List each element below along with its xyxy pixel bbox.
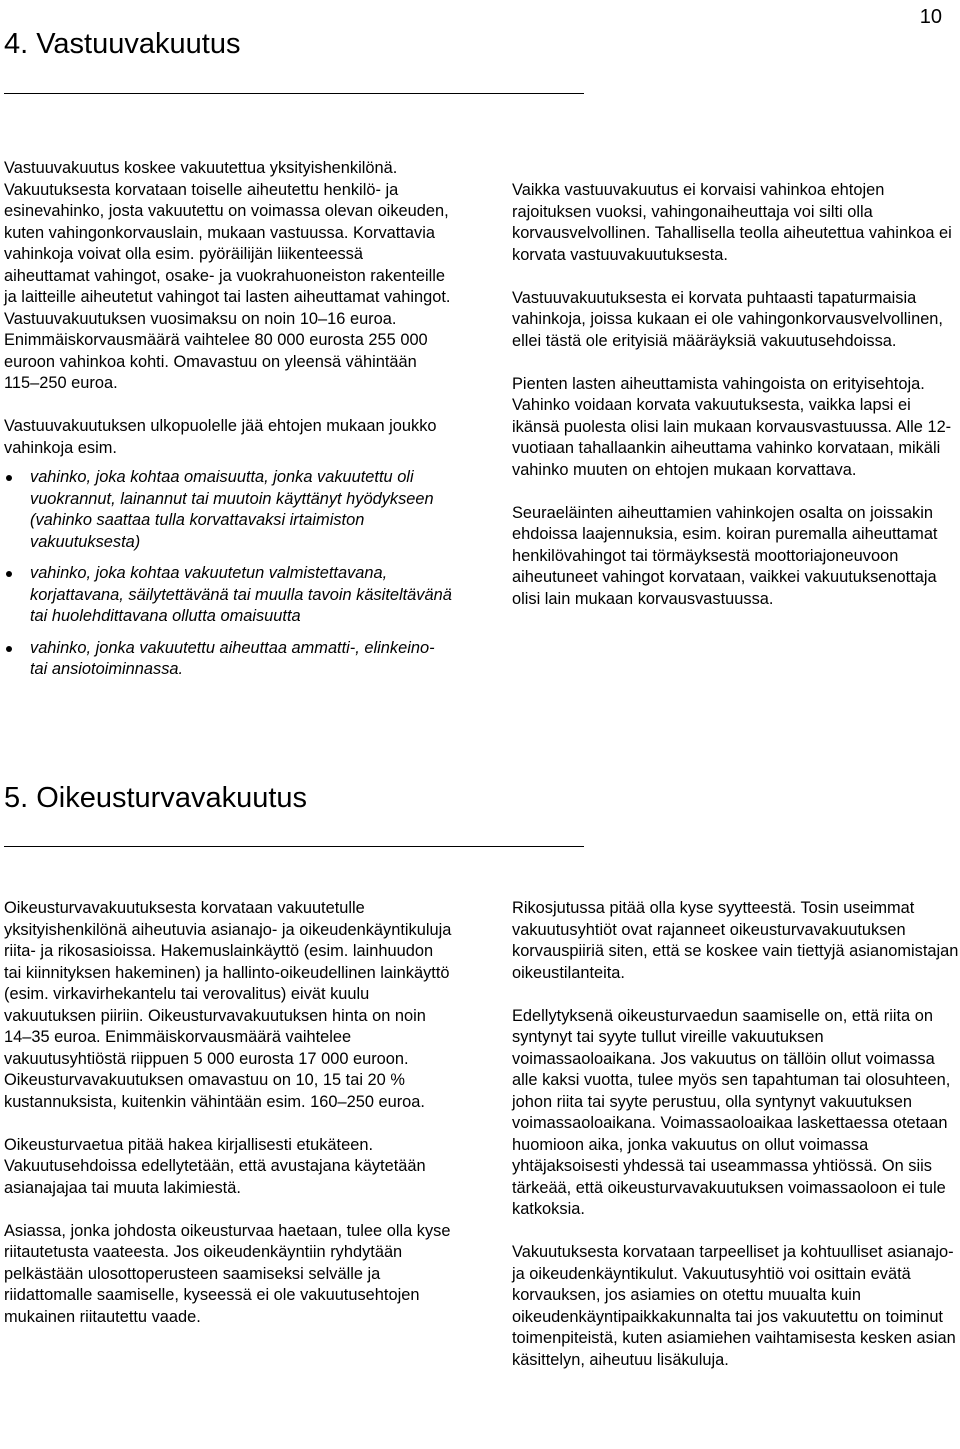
exclusion-list [4, 467, 452, 681]
list-item [4, 467, 452, 553]
paragraph: Oikeusturvaetua pitää hakea kirjallisesti etukäteen. Vakuutusehdoissa edellytetään, että avustajana käytetään asianajajaa tai muuta lakimiestä. [4, 1135, 426, 1197]
paragraph: Rikosjutussa pitää olla kyse syytteestä. Tosin useimmat vakuutusyhtiöt ovat rajanneet oikeusturvavakuutuksen korvauspiiriä siten, että se koskee vain tiettyjä asianomistajan oikeustilanteita. [512, 899, 959, 982]
section-4-heading: 4. Vastuuvakuutus [4, 28, 241, 60]
list-item-text: vahinko, jonka vakuutettu aiheuttaa ammatti-, elinkeino- tai ansiotoiminnassa. [30, 638, 435, 678]
section-4-left-column [4, 158, 452, 681]
list-item [4, 638, 452, 681]
paragraph: Oikeusturvavakuutuksesta korvataan vakuutetulle yksityishenkilönä aiheutuvia asianajo- ja oikeudenkäyntikuluja riita- ja rikosasioissa. Hakemuslainkäyttö (esim. lainhuudon tai kiinnityksen hakeminen) ja hallinto-oikeudellinen lainkäyttö (esim. virkavirhekantelu tai verovalitus) eivät kuulu vakuutuksen piiriin. Oikeusturvavakuutuksen hinta on noin 14–35 euroa. Enimmäiskorvausmäärä vaihtelee vakuutusyhtiöstä riippuen 5 000 eurosta 17 000 euroon. Oikeusturvavakuutuksen omavastuu on 10, 15 tai 20 % kustannuksista, kuitenkin vähintään esim. 160–250 euroa. [4, 899, 452, 1111]
section-4-right-column [512, 180, 960, 610]
bullet-icon [6, 475, 12, 481]
paragraph: Edellytyksenä oikeusturvaedun saamiselle on, että riita on syntynyt tai syyte tullut vireille vakuutuksen voimassaoloaikana. Jos vakuutus on tällöin ollut voimassa alle kaksi vuotta, tulee myös sen tapahtuman tai olosuhteen, johon riita tai syyte perustuu, olla syntynyt vakuutuksen voimassaoloaikana. Voimassaoloaikaa laskettaessa otetaan huomioon aika, jonka vakuutus on ollut voimassa yhtäjaksoisesti yhdessä tai useammassa yhtiössä. On siis tärkeää, että oikeusturvavakuutuksen voimassaoloon ei tule katkoksia. [512, 1006, 951, 1218]
section-5-rule [4, 846, 584, 847]
list-item-text: vahinko, joka kohtaa vakuutetun valmistettavana, korjattavana, säilytettävänä tai muulla tavoin käsiteltävänä tai huolehdittavana ollutta omaisuutta [30, 564, 452, 625]
section-5-heading: 5. Oikeusturvavakuutus [4, 782, 308, 814]
section-5-left-column [4, 898, 452, 1328]
paragraph: Vastuuvakuutuksen ulkopuolelle jää ehtojen mukaan joukko vahinkoja esim. [4, 417, 437, 457]
paragraph: Vaikka vastuuvakuutus ei korvaisi vahinkoa ehtojen rajoituksen vuoksi, vahingonaiheuttaja voi silti olla korvausvelvollinen. Tahallisella teolla aiheutettua vahinkoa ei korvata vastuuvakuutuksesta. [512, 181, 952, 264]
section-4-rule [4, 93, 584, 94]
paragraph: Seuraeläinten aiheuttamien vahinkojen osalta on joissakin ehdoissa laajennuksia, esim. koiran puremalla aiheuttamat henkilövahingot tai törmäyksestä moottoriajoneuvoon aiheutuneet vahingot korvataan, vaikkei vakuutuksenottaja olisi lain mukaan korvausvastuussa. [512, 503, 938, 608]
paragraph: Vakuutuksesta korvataan tarpeelliset ja kohtuulliset asianajo- ja oikeudenkäyntikulut. Vakuutusyhtiö voi osittain evätä korvauksen, jos asiamies on otettu muualta kuin oikeudenkäyntipaikkakunnalta tai jos vakuutettu on toiminut toimenpiteistä, kuten asiamiehen vaihtamisesta kesken asian käsittelyn, aiheutuu lisäkuluja. [512, 1243, 956, 1369]
paragraph: Vastuuvakuutuksesta ei korvata puhtaasti tapaturmaisia vahinkoja, joissa kukaan ei ole vahingonkorvausvelvollinen, ellei tästä ole erityisiä määräyksiä vakuutusehdoissa. [512, 288, 943, 350]
paragraph: Asiassa, jonka johdosta oikeusturvaa haetaan, tulee olla kyse riitautetusta vaateesta. Jos oikeudenkäyntiin ryhdytään pelkästään ulosottoperusteen saamiseksi selvälle ja riidattomalle saamiselle, kyseessä ei ole vakuutusehtojen mukainen riitautettu vaade. [4, 1221, 451, 1326]
paragraph: Pienten lasten aiheuttamista vahingoista on erityisehtoja. Vahinko voidaan korvata vakuutuksesta, vaikka lapsi ei ikänsä puolesta olisi lain mukaan korvausvastuussa. Alle 12-vuotiaan tahallaankin aiheuttama vahinko korvataan, mikäli vahinko muuten on ehtojen mukaan korvattava. [512, 374, 952, 479]
list-item [4, 563, 452, 628]
bullet-icon [6, 571, 12, 577]
page-number: 10 [919, 6, 942, 28]
list-item-text: vahinko, joka kohtaa omaisuutta, jonka vakuutettu oli vuokrannut, lainannut tai muutoin käyttänyt hyödykseen (vahinko saattaa tulla korvattavaksi irtaimiston vakuutuksesta) [30, 468, 434, 551]
paragraph: Vastuuvakuutus koskee vakuutettua yksityishenkilönä. Vakuutuksesta korvataan toiselle aiheutettu henkilö- ja esinevahinko, josta vakuutettu on voimassa olevan oikeuden, kuten vahingonkorvauslain, mukaan vastuussa. Korvattavia vahinkoja voivat olla esim. pyöräilijän liikenteessä aiheuttamat vahingot, osake- ja vuokrahuoneiston rakenteille ja laitteille aiheutetut vahingot tai lasten aiheuttamat vahingot. Vastuuvakuutuksen vuosimaksu on noin 10–16 euroa. Enimmäiskorvausmäärä vaihtelee 80 000 eurosta 255 000 euroon vahinkoa kohti. Omavastuu on yleensä vähintään 115–250 euroa. [4, 159, 451, 392]
bullet-icon [6, 646, 12, 652]
section-5-right-column [512, 898, 960, 1371]
